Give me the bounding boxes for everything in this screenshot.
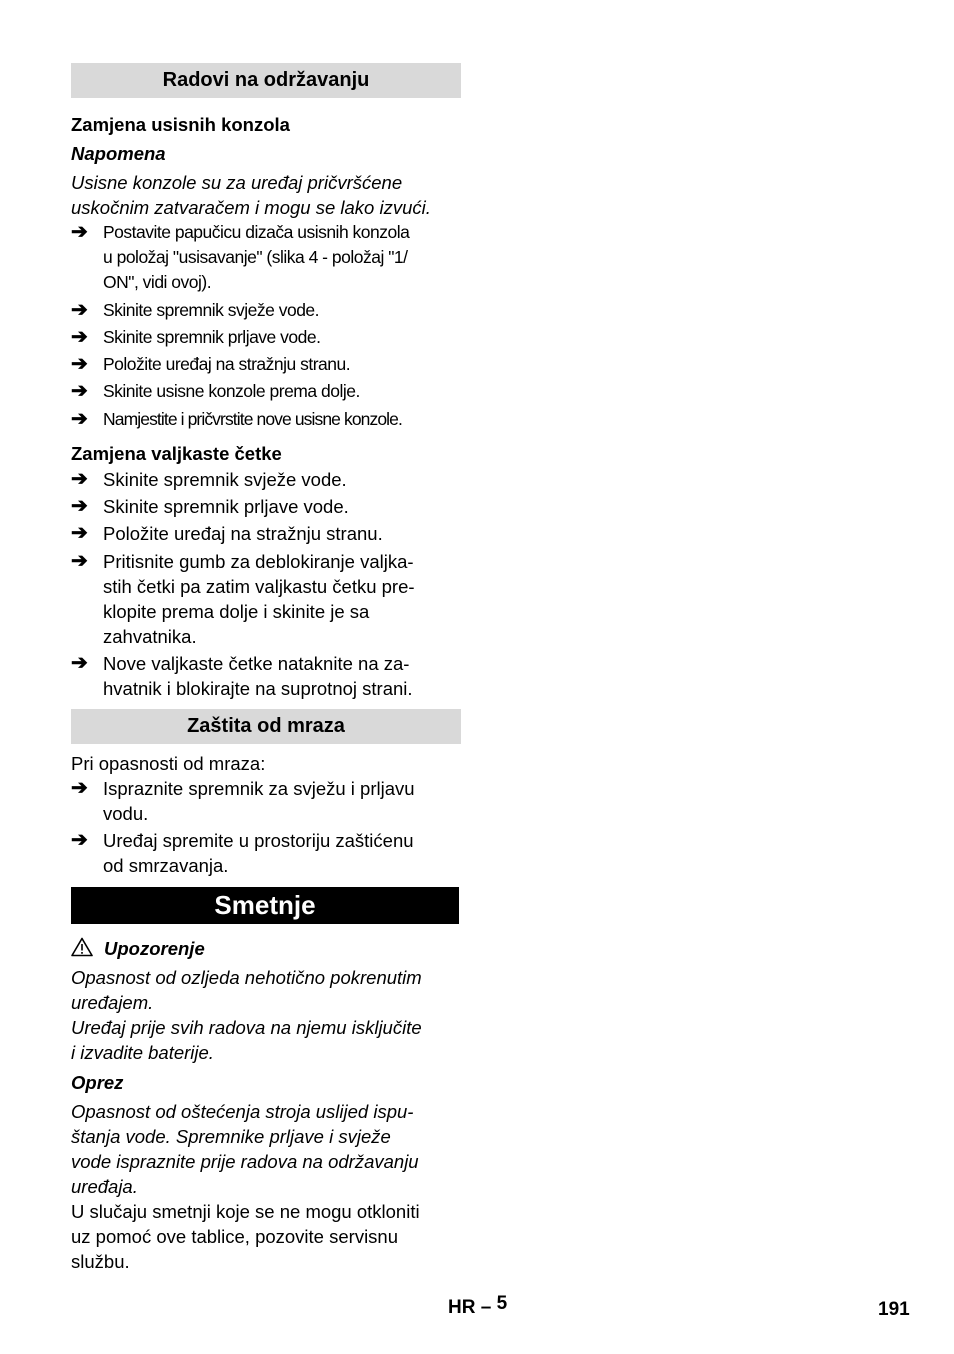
section-heading-frost: Zaštita od mraza [71,709,461,744]
footer-section-label [448,1293,508,1319]
warning-text-line: Uređaj prije svih radova na njemu isključite [71,1017,422,1038]
section-heading-maintenance: Radovi na održavanju [71,63,461,98]
note-label: Napomena [71,143,166,164]
arrow-right-icon: ➔ [71,221,88,243]
arrow-right-icon: ➔ [71,495,88,517]
arrow-right-icon: ➔ [71,380,88,402]
body-text-line: uz pomoć ove tablice, pozovite servisnu [71,1226,399,1247]
footer-dash: – [480,1297,492,1318]
caution-text-line: vode ispraznite prije radova na održavanju [71,1151,419,1172]
arrow-right-icon: ➔ [71,550,88,572]
warning-triangle-icon [71,937,93,957]
warning-text-line: Opasnost od ozljeda nehotično pokrenutim [71,967,422,988]
note-text-line: Usisne konzole su za uređaj pričvršćene [71,172,403,193]
subheading-roller-brush: Zamjena valjkaste četke [71,443,282,464]
footer-lang: HR [448,1297,476,1318]
arrow-right-icon: ➔ [71,522,88,544]
caution-label: Oprez [71,1072,124,1093]
arrow-right-icon: ➔ [71,652,88,674]
body-text-line: službu. [71,1251,130,1272]
arrow-right-icon: ➔ [71,353,88,375]
arrow-right-icon: ➔ [71,468,88,490]
warning-text-line: i izvadite baterije. [71,1042,214,1063]
frost-intro: Pri opasnosti od mraza: [71,753,266,774]
note-text-line: uskočnim zatvaračem i mogu se lako izvući. [71,197,431,218]
arrow-right-icon: ➔ [71,299,88,321]
footer-section-page: 5 [496,1293,508,1314]
arrow-right-icon: ➔ [71,777,88,799]
warning-text-line: uređajem. [71,992,154,1013]
body-text-line: U slučaju smetnji koje se ne mogu otkloniti [71,1201,420,1222]
caution-text-line: uređaja. [71,1176,138,1197]
caution-text-line: Opasnost od oštećenja stroja uslijed ispu- [71,1101,414,1122]
section-heading-troubleshooting: Smetnje [71,887,459,924]
warning-label: Upozorenje [104,938,205,959]
arrow-right-icon: ➔ [71,829,88,851]
caution-text-line: štanja vode. Spremnike prljave i svježe [71,1126,391,1147]
arrow-right-icon: ➔ [71,408,88,430]
arrow-right-icon: ➔ [71,326,88,348]
subheading-suction-consoles: Zamjena usisnih konzola [71,114,290,135]
page-number: 191 [878,1299,910,1320]
